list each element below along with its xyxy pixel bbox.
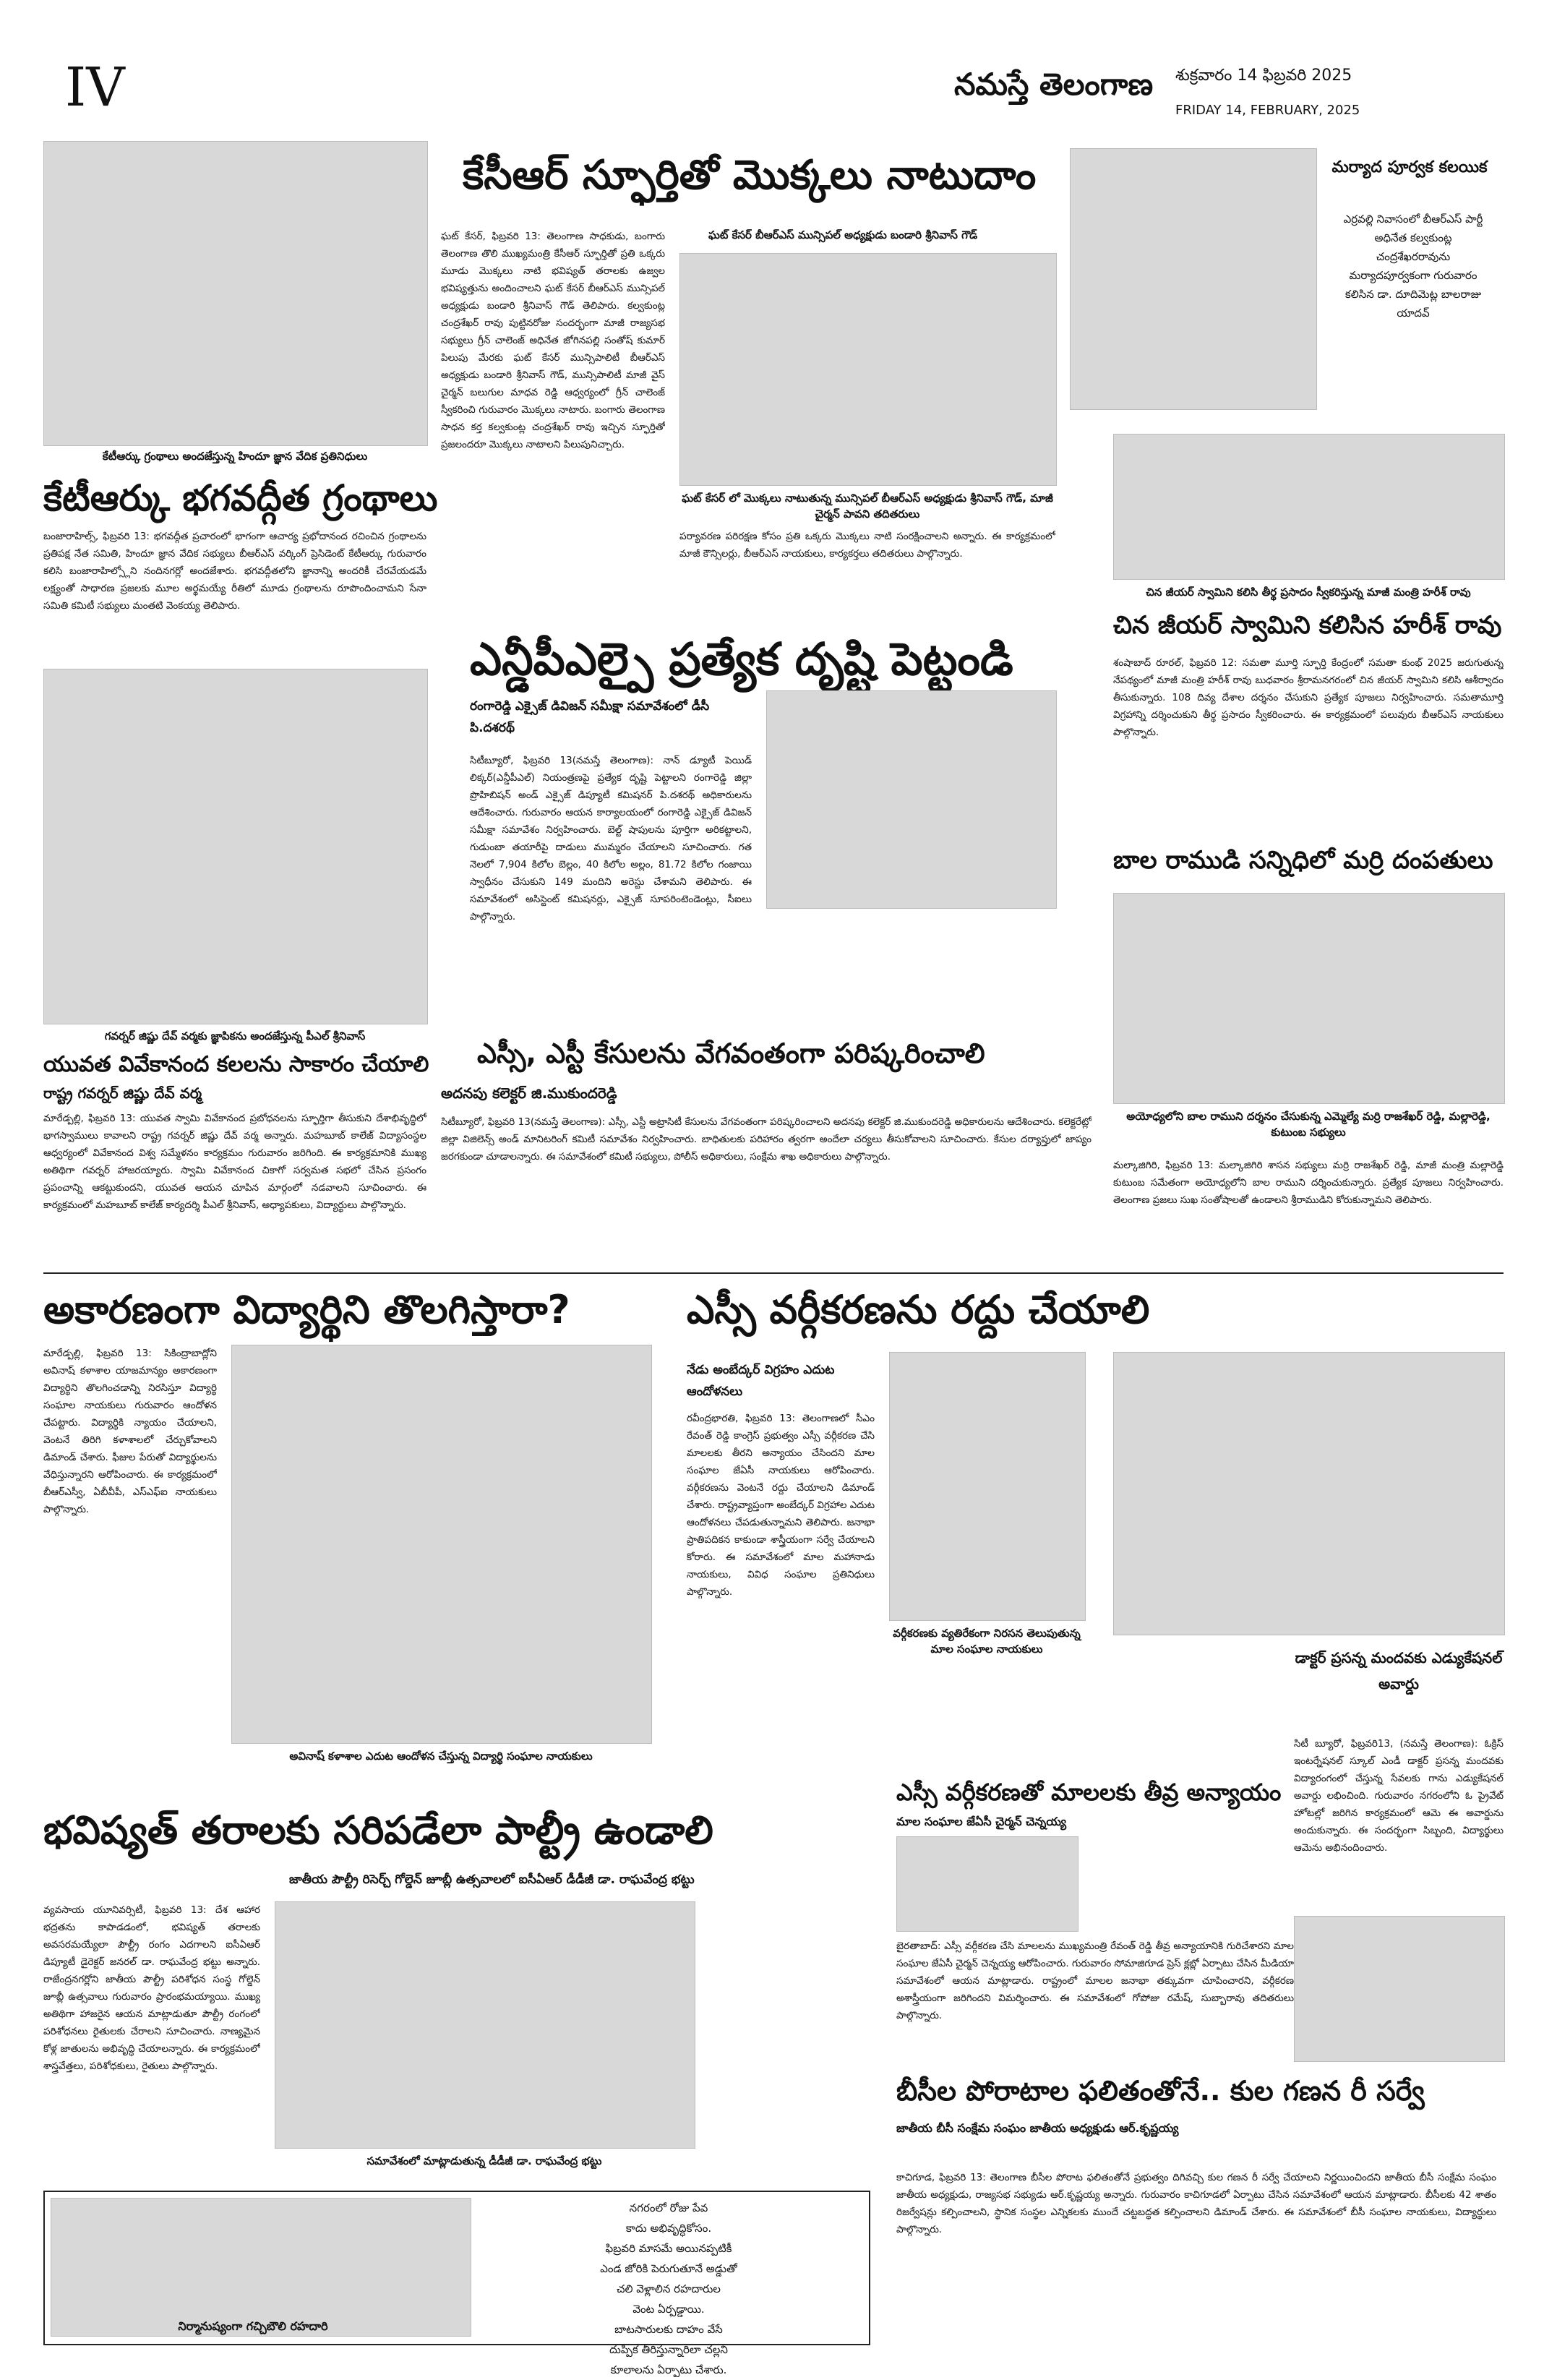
section-rule — [43, 1272, 1504, 1274]
story10-deck: మాల సంఘాల జేఏసీ చైర్మన్ చెన్నయ్య — [896, 1815, 1067, 1828]
poem-line: ఫిబ్రవరి మాసమే అయినప్పటికీ — [605, 2242, 732, 2255]
portrait-photo — [1070, 148, 1317, 410]
story2-photo — [43, 141, 428, 446]
story12-photo-caption: సమావేశంలో మాట్లాడుతున్న డీడీజీ డా. రాఘవేంద్ర భట్టు — [366, 2154, 602, 2167]
story13-photo — [1294, 1916, 1505, 2062]
story4-photo-caption: గవర్నర్ జిష్ణు దేవ్ వర్మకు జ్ఞాపికను అందజేస్తున్న పీఎల్ శ్రీనివాస్ — [104, 1030, 366, 1043]
story4-body: మారేడ్పల్లి, ఫిబ్రవరి 13: యువత స్వామి వివేకానంద ప్రబోధనలను స్ఫూర్తిగా తీసుకుని దేశాభివృద్ధిలో భాగస్వాములు కావాలని రాష్ట్ర గవర్నర్ జిష్ణు దేవ్ వర్మ అన్నారు. మహబూబ్ కాలేజ్ విద్యాసంస్థల ఆధ్వర్యంలో వివేకానంద విశ్వ సమ్మేళనం కార్యక్రమం గురువారం జరిగింది. ఈ కార్యక్రమానికి ముఖ్య అతిథిగా గవర్నర్ హాజరయ్యారు. స్వామి వివేకానంద చికాగో సర్వమత సభలో చేసిన ప్రసంగం ప్రపంచాన్ని ఆకట్టుకుందని, యువత ఆయన చూపిన మార్గంలో నడవాలని సూచించారు. ఈ కార్యక్రమంలో మహబూబ్ కాలేజ్ కార్యదర్శి పీఎల్ శ్రీనివాస్, అధ్యాపకులు, విద్యార్థులు పాల్గొన్నారు. — [43, 1113, 426, 1211]
poem-line: ఎండ జోరికి పెరుగుతూనే అడ్డుతో — [600, 2262, 737, 2275]
story5-headline: చిన జీయర్ స్వామిని కలిసిన హరీశ్ రావు — [1113, 611, 1502, 640]
story11-headline: డాక్టర్ ప్రసన్న మందవకు ఎడ్యుకేషనల్ అవార్డు — [1295, 1649, 1503, 1692]
story4-photo — [43, 669, 428, 1024]
story12-deck: జాతీయ పౌల్ట్రీ రిసెర్చ్ గోల్డెన్ జూబ్లీ ఉత్సవాలలో ఐసీఏఆర్ డీడీజీ డా. రాఘవేంద్ర భట్టు — [289, 1872, 695, 1887]
story12-body: వ్యవసాయ యూనివర్సిటీ, ఫిబ్రవరి 13: దేశ ఆహార భద్రతను కాపాడడంలో, భవిష్యత్ తరాలకు అవసరమయ్యేలా పౌల్ట్రీ రంగం ఎదగాలని ఐసీఏఆర్ డిప్యూటీ డైరెక్టర్ జనరల్ డా. రాఘవేంద్ర భట్టు అన్నారు. రాజేంద్రనగర్లోని జాతీయ పౌల్ట్రీ పరిశోధన సంస్థ గోల్డెన్ జూబ్లీ ఉత్సవాలు గురువారం ప్రారంభమయ్యాయి. ముఖ్య అతిథిగా హాజరైన ఆయన మాట్లాడుతూ పౌల్ట్రీ రంగంలో పరిశోధనలు రైతులకు చేరాలని సూచించారు. నాణ్యమైన కోళ్ల జాతులను అభివృద్ధి చేయాలన్నారు. ఈ కార్యక్రమంలో శాస్త్రవేత్తలు, పరిశోధకులు, రైతులు పాల్గొన్నారు. — [43, 1904, 260, 2072]
story8-headline: అకారణంగా విద్యార్థిని తొలగిస్తారా? — [43, 1287, 570, 1332]
story13-body: కాచిగూడ, ఫిబ్రవరి 13: తెలంగాణ బీసీల పోరాట ఫలితంతోనే ప్రభుత్వం దిగివచ్చి కుల గణన రీ సర్వే చేయాలని నిర్ణయించిందని జాతీయ బీసీ సంక్షేమ సంఘం జాతీయ అధ్యక్షుడు, రాజ్యసభ సభ్యుడు ఆర్.కృష్ణయ్య అన్నారు. గురువారం కాచిగూడలో ఏర్పాటు చేసిన సమావేశంలో ఆయన మాట్లాడారు. బీసీలకు 42 శాతం రిజర్వేషన్లు కల్పించాలని, స్థానిక సంస్థల ఎన్నికలకు ముందే చట్టబద్ధత కల్పించాలని డిమాండ్ చేశారు. ఈ సమావేశంలో బీసీ సంఘాల నాయకులు, విద్యార్థులు పాల్గొన్నారు. — [896, 2172, 1496, 2235]
story9-photo-caption: వర్గీకరణకు వ్యతిరేకంగా నిరసన తెలుపుతున్న మాల సంఘాల నాయకులు — [893, 1627, 1081, 1656]
story3-body: సిటీబ్యూరో, ఫిబ్రవరి 13(నమస్తే తెలంగాణ): నాన్ డ్యూటీ పెయిడ్ లిక్కర్(ఎన్డీపీఎల్) నియంత్రణపై ప్రత్యేక దృష్టి పెట్టాలని రంగారెడ్డి జిల్లా ప్రొహిబిషన్ అండ్ ఎక్సైజ్ డిప్యూటీ కమిషనర్ పి.దశరథ్ అధికారులను ఆదేశించారు. గురువారం ఆయన కార్యాలయంలో రంగారెడ్డి ఎక్సైజ్ డివిజన్ సమీక్షా సమావేశం నిర్వహించారు. బెల్ట్ షాపులను పూర్తిగా అరికట్టాలని, గుడుంబా తయారీపై దాడులు ముమ్మరం చేయాలని సూచించారు. గత నెలలో 7,904 కిలోల బెల్లం, 40 కిలోల అల్లం, 81.72 కిలోల గంజాయి స్వాధీనం చేసుకుని 149 మందిని అరెస్టు చేశామని తెలిపారు. ఈ సమావేశంలో అసిస్టెంట్ కమిషనర్లు, ఎక్సైజ్ సూపరింటెండెంట్లు, సీఐలు పాల్గొన్నారు. — [470, 755, 752, 923]
story4-deck: రాష్ట్ర గవర్నర్ జిష్ణు దేవ్ వర్మ — [43, 1084, 202, 1102]
story5-photo — [1113, 434, 1505, 580]
poem-text — [477, 2198, 860, 2380]
poem-caption: నిర్మానుష్యంగా గచ్చిబౌలి రహదారి — [178, 2319, 328, 2333]
story7-body: సిటీబ్యూరో, ఫిబ్రవరి 13(నమస్తే తెలంగాణ): ఎస్సీ, ఎస్టీ అట్రాసిటీ కేసులను వేగవంతంగా పరిష్కరించాలని అదనపు కలెక్టర్ జి.ముకుందరెడ్డి అధికారులను ఆదేశించారు. కలెక్టరేట్లో జిల్లా విజిలెన్స్ అండ్ మానిటరింగ్ కమిటీ సమావేశం నిర్వహించారు. బాధితులకు పరిహారం త్వరగా అందేలా చర్యలు తీసుకోవాలని సూచించారు. కేసుల దర్యాప్తులో జాప్యం జరగకుండా చూడాలన్నారు. ఈ సమావేశంలో కమిటీ సభ్యులు, పోలీస్ అధికారులు, సంక్షేమ శాఖ అధికారులు పాల్గొన్నారు. — [441, 1116, 1091, 1163]
story2-photo-caption: కేటీఆర్కు గ్రంథాలు అందజేస్తున్న హిందూ జ్ఞాన వేదిక ప్రతినిధులు — [102, 450, 368, 463]
story1-headline: కేసీఆర్ స్ఫూర్తితో మొక్కలు నాటుదాం — [463, 152, 1037, 199]
poem-line: చలి వెళ్లాలిన రహదారుల — [617, 2282, 721, 2295]
story5-body: శంషాబాద్ రూరల్, ఫిబ్రవరి 12: సమతా మూర్తి స్ఫూర్తి కేంద్రంలో సమతా కుంభ్ 2025 జరుగుతున్న నేపథ్యంలో మాజీ మంత్రి హరీశ్ రావు బుధవారం శ్రీరామనగరంలో చిన జీయర్ స్వామిని కలిసి ఆశీర్వాదం తీసుకున్నారు. 108 దివ్య దేశాల దర్శనం చేసుకుని ప్రత్యేక పూజలు నిర్వహించారు. సమతామూర్తి విగ్రహాన్ని దర్శించుకుని తీర్థ ప్రసాదం స్వీకరించారు. ఈ కార్యక్రమంలో పలువురు బీఆర్ఎస్ నాయకులు పాల్గొన్నారు. — [1113, 657, 1504, 738]
story12-photo — [275, 1901, 695, 2149]
story8-body: మారేడ్పల్లి, ఫిబ్రవరి 13: సికింద్రాబాద్లోని అవినాష్ కళాశాల యాజమాన్యం అకారణంగా విద్యార్థిని తొలగించడాన్ని నిరసిస్తూ విద్యార్థి సంఘాల నాయకులు గురువారం ఆందోళన చేపట్టారు. విద్యార్థికి న్యాయం చేయాలని, వెంటనే తిరిగి కళాశాలలో చేర్చుకోవాలని డిమాండ్ చేశారు. ఫీజుల పేరుతో విద్యార్థులను వేధిస్తున్నారని ఆరోపించారు. ఈ కార్యక్రమంలో బీఆర్ఎస్వీ, ఏబీవీపీ, ఎస్ఎఫ్ఐ నాయకులు పాల్గొన్నారు. — [43, 1348, 217, 1515]
side-portrait-title: మర్యాద పూర్వక కలయిక — [1331, 158, 1488, 176]
story10-body: బైరతాబాద్: ఎస్సీ వర్గీకరణ చేసి మాలలను ముఖ్యమంత్రి రేవంత్ రెడ్డి తీవ్ర అన్యాయానికి గురిచేశారని మాల సంఘాల జేఏసీ చైర్మన్ చెన్నయ్య ఆరోపించారు. గురువారం సోమాజిగూడ ప్రెస్ క్లబ్లో ఏర్పాటు చేసిన మీడియా సమావేశంలో ఆయన మాట్లాడారు. రాష్ట్రంలో మాలల జనాభా తక్కువగా చూపించారని, వర్గీకరణ అశాస్త్రీయంగా జరిగిందని విమర్శించారు. ఈ సమావేశంలో గోపోజు రమేష్, సుబ్బారావు తదితరులు పాల్గొన్నారు. — [896, 1940, 1294, 2021]
poem-line: బాటసారులకు దాహం వేసే — [614, 2323, 723, 2336]
story13-deck: జాతీయ బీసీ సంక్షేమ సంఘం జాతీయ అధ్యక్షుడు ఆర్.కృష్ణయ్య — [896, 2121, 1179, 2135]
story1-photo — [679, 253, 1057, 486]
date-telugu: శుక్రవారం 14 ఫిబ్రవరి 2025 — [1175, 67, 1352, 85]
story2-headline: కేటీఆర్కు భగవద్గీత గ్రంథాలు — [43, 477, 438, 519]
poem-line: నగరంలో రోజు పేవ — [629, 2201, 708, 2214]
story9-deck: నేడు అంబేద్కర్ విగ్రహం ఎదుట ఆందోళనలు — [687, 1363, 835, 1399]
story7-headline: ఎస్సీ, ఎస్టీ కేసులను వేగవంతంగా పరిష్కరించాలి — [477, 1037, 985, 1069]
story5-photo-caption: చిన జీయర్ స్వామిని కలిసి తీర్థ ప్రసాదం స్వీకరిస్తున్న మాజీ మంత్రి హరీశ్ రావు — [1146, 586, 1471, 599]
poem-line: దుప్పిక తీరిస్తున్నారిలా చల్లని — [609, 2343, 728, 2356]
poem-photo — [51, 2198, 471, 2337]
story3-headline: ఎన్డీపీఎల్పై ప్రత్యేక దృష్టి పెట్టండి — [470, 633, 1013, 685]
side-portrait-caption: ఎర్రవల్లి నివాసంలో బీఆర్ఎస్ పార్టీ అధినేత కల్వకుంట్ల చంద్రశేఖరరావును మర్యాదపూర్వకంగా గురువారం కలిసిన డా. దూదిమెట్ల బాలరాజు యాదవ్ — [1343, 213, 1483, 320]
story3-photo — [766, 690, 1057, 909]
masthead: నమస్తే తెలంగాణ — [954, 67, 1154, 102]
poem-line: వెంట ఏర్పడ్డాయి. — [632, 2303, 705, 2316]
story1-photo-caption: ఘట్ కేసర్ లో మొక్కలు నాటుతున్న మున్సిపల్ బీఆర్ఎస్ అధ్యక్షుడు శ్రీనివాస్ గౌడ్, మాజీ చైర్మన్ పావని తదితరులు — [682, 492, 1053, 521]
page-number: IV — [65, 56, 125, 119]
poem-line: కాదు అభివృద్ధికోసం. — [625, 2222, 712, 2235]
story7-deck: అదనపు కలెక్టర్ జి.ముకుందరెడ్డి — [441, 1084, 617, 1102]
story6-photo — [1113, 893, 1505, 1104]
story6-body: మల్కాజిగిరి, ఫిబ్రవరి 13: మల్కాజిగిరి శాసన సభ్యులు మర్రి రాజశేఖర్ రెడ్డి, మాజీ మంత్రి మల్లారెడ్డి కుటుంబ సమేతంగా అయోధ్యలోని బాల రాముని దర్శించుకున్నారు. ప్రత్యేక పూజలు నిర్వహించారు. తెలంగాణ ప్రజలు సుఖ సంతోషాలతో ఉండాలని శ్రీరాముడిని కోరుకున్నామని తెలిపారు. — [1113, 1160, 1504, 1206]
story10-photo — [896, 1836, 1078, 1932]
story6-photo-caption: అయోధ్యలోని బాల రాముని దర్శనం చేసుకున్న ఎమ్మెల్యే మర్రి రాజశేఖర్ రెడ్డి, మల్లారెడ్డి, కుటుంబ సభ్యులు — [1126, 1110, 1491, 1139]
story9-body: రవీంద్రభారతి, ఫిబ్రవరి 13: తెలంగాణలో సీఎం రేవంత్ రెడ్డి కాంగ్రెస్ ప్రభుత్వం ఎస్సీ వర్గీకరణ చేసి మాలలకు తీరని అన్యాయం చేసిందని మాల సంఘాల జేఏసీ నాయకులు ఆరోపించారు. వర్గీకరణను వెంటనే రద్దు చేయాలని డిమాండ్ చేశారు. రాష్ట్రవ్యాప్తంగా అంబేద్కర్ విగ్రహాల ఎదుట ఆందోళనలు చేపడుతున్నామని తెలిపారు. జనాభా ప్రాతిపదికన కాకుండా శాస్త్రీయంగా సర్వే చేయాలని కోరారు. ఈ సమావేశంలో మాల మహానాడు నాయకులు, వివిధ సంఘాల ప్రతినిధులు పాల్గొన్నారు. — [687, 1413, 875, 1598]
story1-intro: ఘట్ కేసర్, ఫిబ్రవరి 13: తెలంగాణ సాధకుడు, బంగారు తెలంగాణ తొలి ముఖ్యమంత్రి కేసీఆర్ స్ఫూర్తితో ప్రతి ఒక్కరు మూడు మొక్కలు నాటి భవిష్యత్ తరాలకు ఉజ్వల భవిష్యత్తును అందించాలని ఘట్ కేసర్ బీఆర్ఎస్ మున్సిపల్ అధ్యక్షుడు బండారి శ్రీనివాస్ గౌడ్ తెలిపారు. కల్వకుంట్ల చంద్రశేఖర్ రావు పుట్టినరోజు సందర్భంగా మాజీ రాజ్యసభ సభ్యులు గ్రీన్ చాలెంజ్ అధినేత జోగినపల్లి సంతోష్ కుమార్ పిలుపు మేరకు ఘట్ కేసర్ మున్సిపాలిటీ బీఆర్ఎస్ అధ్యక్షుడు బండారి శ్రీనివాస్ గౌడ్, మున్సిపాలిటీ మాజీ వైస్ చైర్మన్ బలుగుల మాధవ రెడ్డి ఆధ్వర్యంలో గ్రీన్ చాలెంజ్ స్వీకరించి గురువారం మొక్కలు నాటారు. బంగారు తెలంగాణ సాధన కర్త కల్వకుంట్ల చంద్రశేఖర్ రావు ఇచ్చిన స్ఫూర్తితో ప్రజలందరూ మొక్కలు నాటాలని పిలుపునిచ్చారు. — [441, 231, 665, 450]
story11-photo — [1113, 1352, 1505, 1635]
story4-headline: యువత వివేకానంద కలలను సాకారం చేయాలి — [43, 1052, 429, 1077]
story1-body: పర్యావరణ పరిరక్షణ కోసం ప్రతి ఒక్కరు మొక్కలు నాటి సంరక్షించాలని అన్నారు. ఈ కార్యక్రమంలో మాజీ కౌన్సిలర్లు, బీఆర్ఎస్ నాయకులు, కార్యకర్తలు తదితరులు పాల్గొన్నారు. — [679, 531, 1055, 560]
date-english: FRIDAY 14, FEBRUARY, 2025 — [1175, 103, 1360, 118]
story8-photo-caption: అవినాష్ కళాశాల ఎదుట ఆందోళన చేస్తున్న విద్యార్థి సంఘాల నాయకులు — [289, 1750, 593, 1763]
story13-headline: బీసీల పోరాటాల ఫలితంతోనే.. కుల గణన రీ సర్వే — [896, 2075, 1425, 2107]
story9-headline: ఎస్సీ వర్గీకరణను రద్దు చేయాలి — [687, 1287, 1150, 1332]
story12-headline: భవిష్యత్ తరాలకు సరిపడేలా పాల్ట్రీ ఉండాలి — [43, 1807, 713, 1853]
story9-photo — [889, 1352, 1086, 1621]
story10-headline: ఎస్సీ వర్గీకరణతో మాలలకు తీవ్ర అన్యాయం — [896, 1778, 1282, 1806]
story1-byline: ఘట్ కేసర్ బీఆర్ఎస్ మున్సిపల్ అధ్యక్షుడు బండారి శ్రీనివాస్ గౌడ్ — [708, 228, 978, 241]
poem-line: కూలాలను ఏర్పాటు చేశారు. — [610, 2363, 727, 2376]
story3-deck: రంగారెడ్డి ఎక్సైజ్ డివిజన్ సమీక్షా సమావేశంలో డీసీ పి.దశరథ్ — [470, 699, 710, 735]
story8-photo — [231, 1345, 652, 1744]
story11-body: సిటీ బ్యూరో, ఫిబ్రవరి13, (నమస్తే తెలంగాణ): ఓక్రిస్ ఇంటర్నేషనల్ స్కూల్ ఎండీ డాక్టర్ ప్రసన్న మందవకు విద్యారంగంలో చేస్తున్న సేవలకు గాను ఎడ్యుకేషనల్ అవార్డు లభించింది. గురువారం నగరంలోని ఓ ప్రైవేట్ హోటల్లో జరిగిన కార్యక్రమంలో ఆమె ఈ అవార్డును అందుకున్నారు. ఈ సందర్భంగా సిబ్బంది, విద్యార్థులు ఆమెను అభినందించారు. — [1294, 1738, 1504, 1854]
story6-headline: బాల రాముడి సన్నిధిలో మర్రి దంపతులు — [1113, 846, 1493, 875]
story2-body: బంజారాహిల్స్, ఫిబ్రవరి 13: భగవద్గీత ప్రచారంలో భాగంగా ఆచార్య ప్రభోదానంద రచించిన గ్రంథాలను ప్రతిపక్ష నేత సమితి, హిందూ జ్ఞాన వేదిక సభ్యులు బీఆర్ఎస్ వర్కింగ్ ప్రెసిడెంట్ కేటీఆర్కు గురువారం కలిసి బంజారాహిల్స్లోని నందినగర్లో అందజేశారు. భగవద్గీతలోని జ్ఞానాన్ని అందరికీ చేరవేయడమే లక్ష్యంతో సాధారణ ప్రజలకు మూల అర్థమయ్యే రీతిలో మూడు గ్రంథాలను రూపొందించామని సేనా సమితి కమిటీ సభ్యులు మంతటి వెంకయ్య తెలిపారు. — [43, 531, 426, 612]
